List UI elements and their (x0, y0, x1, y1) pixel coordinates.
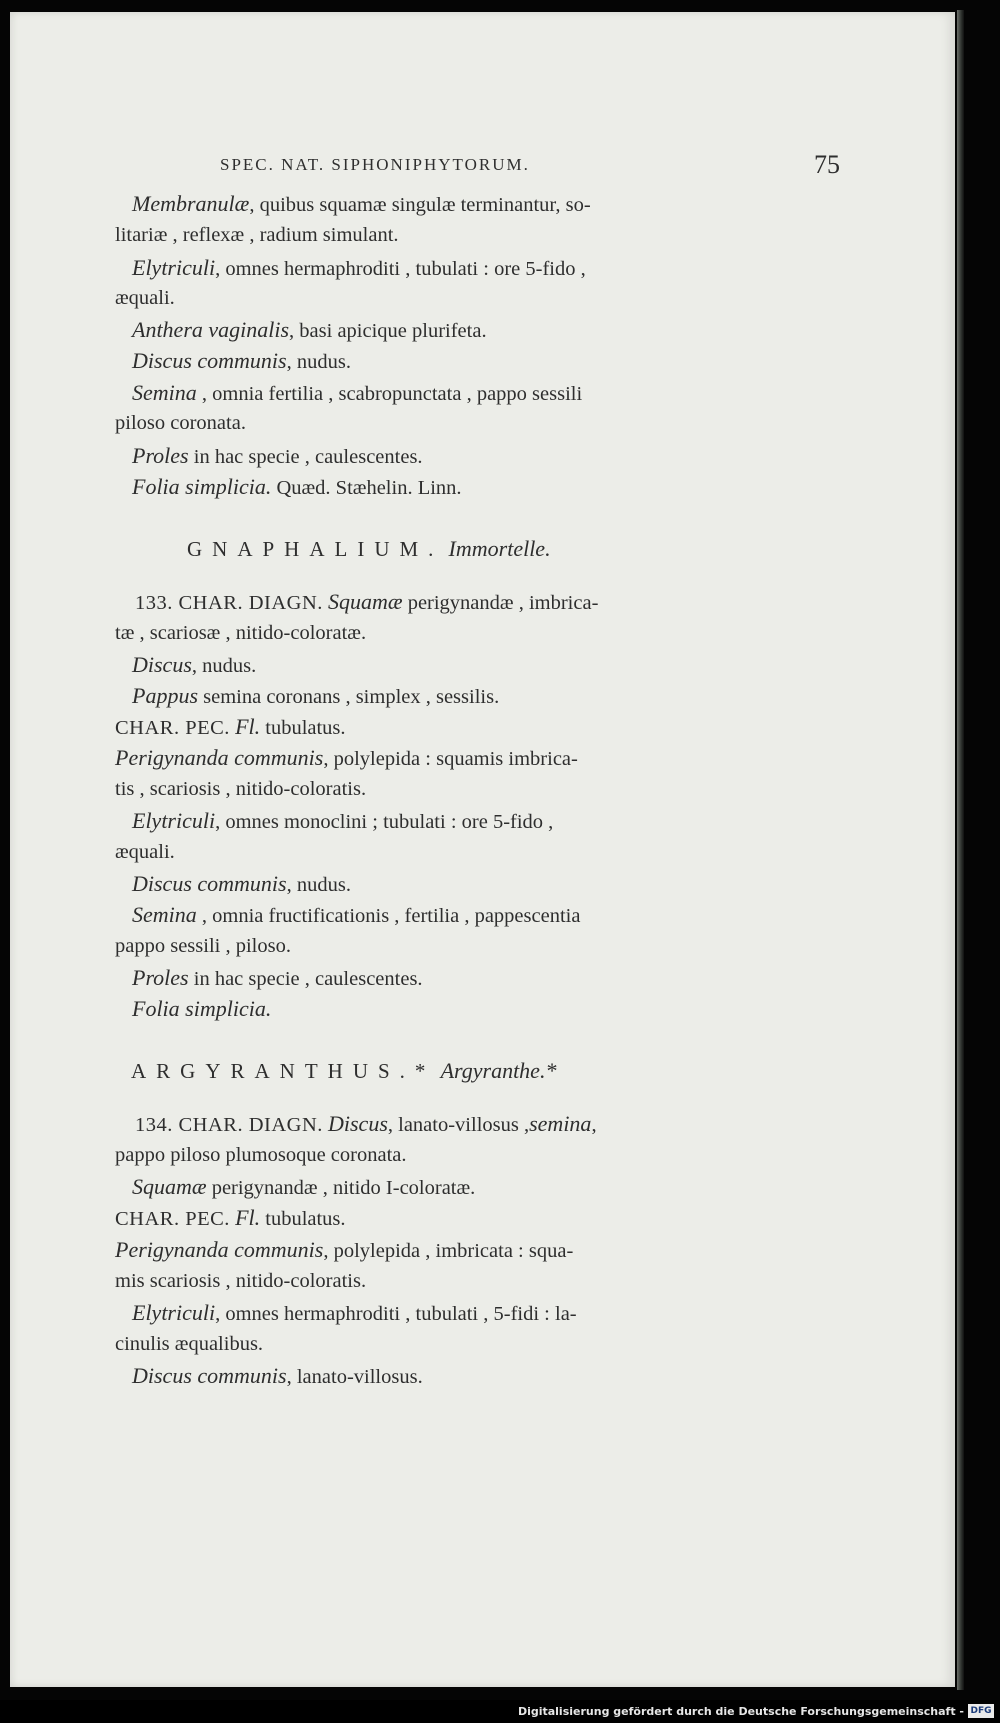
text-line (132, 378, 582, 408)
genus-heading (131, 1056, 556, 1086)
diagnosis-label: 133. CHAR. DIAGN. (135, 592, 323, 614)
term: Squamæ (132, 1174, 207, 1199)
text-line: tis , scariosis , nitido-coloratis. (115, 778, 367, 800)
text: , nudus. (286, 351, 351, 373)
footer-credit: Digitalisierung gefördert durch die Deutsche Forschungsgemeinschaft - (517, 1705, 964, 1718)
text: perigynandæ , imbrica- (407, 592, 599, 614)
term: Anthera vaginalis (132, 317, 290, 342)
text-line (132, 900, 580, 930)
text-line (132, 189, 591, 219)
term: Semina (132, 380, 197, 405)
text: , quibus squamæ singulæ terminantur, so- (249, 194, 591, 216)
character-label: CHAR. PEC. (115, 1208, 230, 1230)
term: Discus communis (132, 1363, 287, 1388)
text: tubulatus. (265, 717, 346, 739)
page-edge (957, 10, 964, 1690)
genus-name: ARGYRANTHUS.* (131, 1059, 436, 1083)
text-line (132, 963, 423, 993)
term: Proles (132, 965, 189, 990)
text-line (132, 806, 553, 836)
running-title: SPEC. NAT. SIPHONIPHYTORUM. (220, 155, 530, 174)
text: , lanato-villosus. (286, 1366, 423, 1388)
text: semina coronans , simplex , sessilis. (203, 686, 500, 708)
text-line (132, 869, 351, 899)
text-line (132, 681, 499, 711)
text: , polylepida , imbricata : squa- (323, 1240, 574, 1262)
text: , basi apicique plurifeta. (289, 320, 487, 342)
text: perigynandæ , nitido I-coloratæ. (211, 1177, 476, 1199)
text: , omnes monoclini ; tubulati : ore 5-fido , (215, 811, 554, 833)
term: Proles (132, 443, 189, 468)
term: semina (529, 1111, 592, 1136)
text-line: æquali. (115, 841, 175, 863)
text-line (115, 743, 578, 773)
text-line (132, 472, 462, 502)
genus-name: GNAPHALIUM. (187, 537, 444, 561)
text-line: pappo sessili , piloso. (115, 935, 291, 957)
text-line (135, 1109, 597, 1139)
text-line (132, 994, 271, 1024)
genus-vernacular: Immortelle. (448, 536, 551, 561)
text: , omnes hermaphroditi , tubulati : ore 5-fido , (215, 258, 586, 280)
text-line: litariæ , reflexæ , radium simulant. (115, 224, 399, 246)
text-line: tæ , scariosæ , nitido-coloratæ. (115, 622, 367, 644)
digitization-footer (0, 1700, 1000, 1723)
term: Elytriculi (132, 255, 216, 280)
text: in hac specie , caulescentes. (193, 446, 423, 468)
text: , omnes hermaphroditi , tubulati , 5-fidi : la- (215, 1303, 577, 1325)
term: Folia simplicia. (132, 996, 272, 1021)
text-line (132, 441, 423, 471)
text-line (135, 587, 598, 617)
term: Membranulæ (132, 191, 250, 216)
text-line (115, 1235, 573, 1265)
text-line (115, 1203, 346, 1233)
running-head (220, 150, 840, 180)
text-line: piloso coronata. (115, 412, 246, 434)
text: , omnia fertilia , scabropunctata , pappo sessili (201, 383, 583, 405)
text-line: cinulis æqualibus. (115, 1333, 264, 1355)
text: , nudus. (191, 655, 257, 677)
term: Fl. (235, 714, 261, 739)
term: Discus communis (132, 348, 287, 373)
text: Quæd. Stæhelin. Linn. (276, 477, 462, 499)
term: Elytriculi (132, 1300, 216, 1325)
genus-vernacular: Argyranthe.* (440, 1058, 557, 1083)
character-label: CHAR. PEC. (115, 717, 230, 739)
text-line: æquali. (115, 287, 175, 309)
dfg-logo-icon: DFG (968, 1704, 994, 1718)
term: Discus communis (132, 871, 287, 896)
text-line (132, 346, 351, 376)
text-line (132, 1361, 423, 1391)
term: Semina (132, 902, 197, 927)
diagnosis-label: 134. CHAR. DIAGN. (135, 1114, 323, 1136)
text: , lanato-villosus , (387, 1114, 530, 1136)
text: tubulatus. (265, 1208, 346, 1230)
page-number: 75 (814, 150, 840, 179)
text-line (132, 1298, 577, 1328)
text: , (591, 1114, 597, 1136)
term: Discus (328, 1111, 388, 1136)
term: Discus (132, 652, 192, 677)
term: Elytriculi (132, 808, 216, 833)
text: , polylepida : squamis imbrica- (323, 748, 578, 770)
text-line (132, 1172, 475, 1202)
text: , omnia fructificationis , fertilia , pappescentia (201, 905, 581, 927)
text: , nudus. (286, 874, 351, 896)
text-line (132, 315, 487, 345)
term: Squamæ (328, 589, 403, 614)
text-line: pappo piloso plumosoque coronata. (115, 1144, 407, 1166)
text-line (132, 650, 256, 680)
term: Folia simplicia. (132, 474, 272, 499)
genus-heading (187, 534, 551, 564)
term: Fl. (235, 1205, 261, 1230)
term: Perigynanda communis (115, 1237, 324, 1262)
term: Pappus (132, 683, 198, 708)
term: Perigynanda communis (115, 745, 324, 770)
text-line: mis scariosis , nitido-coloratis. (115, 1270, 367, 1292)
text-line (115, 712, 346, 742)
text-line (132, 253, 586, 283)
text: in hac specie , caulescentes. (193, 968, 423, 990)
